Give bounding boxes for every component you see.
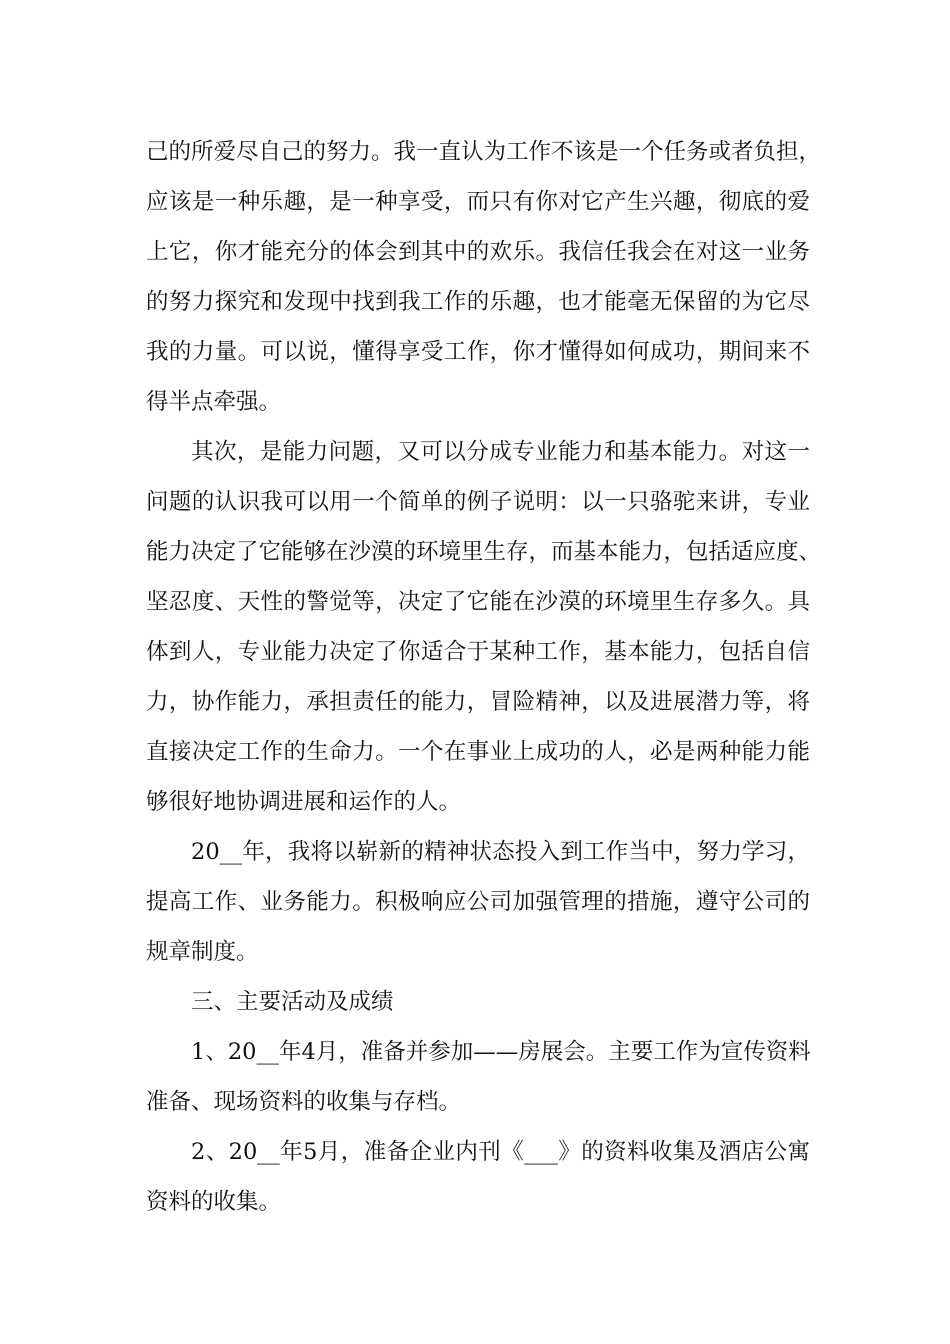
section-heading (146, 977, 810, 1027)
text-line: 提高工作、业务能力。积极响应公司加强管理的措施，遵守公司的 (146, 889, 810, 915)
text-line: 够很好地协调进展和运作的人。 (146, 789, 462, 815)
text-line: 规章制度。 (146, 939, 259, 965)
text-line: 己的所爱尽自己的努力。我一直认为工作不该是一个任务或者负担， (146, 139, 822, 165)
text-line: 准备、现场资料的收集与存档。 (146, 1089, 462, 1115)
document-body (146, 127, 822, 1227)
text-line: 资料的收集。 (146, 1189, 282, 1215)
paragraph-plan (146, 827, 810, 977)
text-line: 体到人，专业能力决定了你适合于某种工作，基本能力，包括自信 (146, 639, 810, 665)
text-line: 2、20__年5月，准备企业内刊《___》的资料收集及酒店公寓 (191, 1139, 810, 1165)
text-line: 应该是一种乐趣，是一种享受，而只有你对它产生兴趣，彻底的爱 (146, 189, 810, 215)
text-line: 问题的认识我可以用一个简单的例子说明：以一只骆驼来讲，专业 (146, 489, 810, 515)
list-item (146, 1027, 810, 1127)
text-line: 力，协作能力，承担责任的能力，冒险精神，以及进展潜力等，将 (146, 689, 810, 715)
text-line: 能力决定了它能够在沙漠的环境里生存，而基本能力，包括适应度、 (146, 539, 822, 565)
text-line: 坚忍度、天性的警觉等，决定了它能在沙漠的环境里生存多久。具 (146, 589, 810, 615)
text-line: 1、20__年4月，准备并参加——房展会。主要工作为宣传资料 (191, 1039, 811, 1065)
text-line: 的努力探究和发现中找到我工作的乐趣，也才能毫无保留的为它尽 (146, 289, 810, 315)
text-line: 其次，是能力问题，又可以分成专业能力和基本能力。对这一 (191, 439, 810, 465)
paragraph-abilities (146, 427, 822, 827)
text-line: 上它，你才能充分的体会到其中的欢乐。我信任我会在对这一业务 (146, 239, 810, 265)
section-title: 三、主要活动及成绩 (191, 989, 394, 1015)
list-item (146, 1127, 810, 1227)
text-line: 20__年，我将以崭新的精神状态投入到工作当中，努力学习， (191, 839, 810, 865)
text-line: 直接决定工作的生命力。一个在事业上成功的人，必是两种能力能 (146, 739, 810, 765)
text-line: 我的力量。可以说，懂得享受工作，你才懂得如何成功，期间来不 (146, 339, 810, 365)
paragraph-continuation (146, 127, 822, 427)
text-line: 得半点牵强。 (146, 389, 282, 415)
